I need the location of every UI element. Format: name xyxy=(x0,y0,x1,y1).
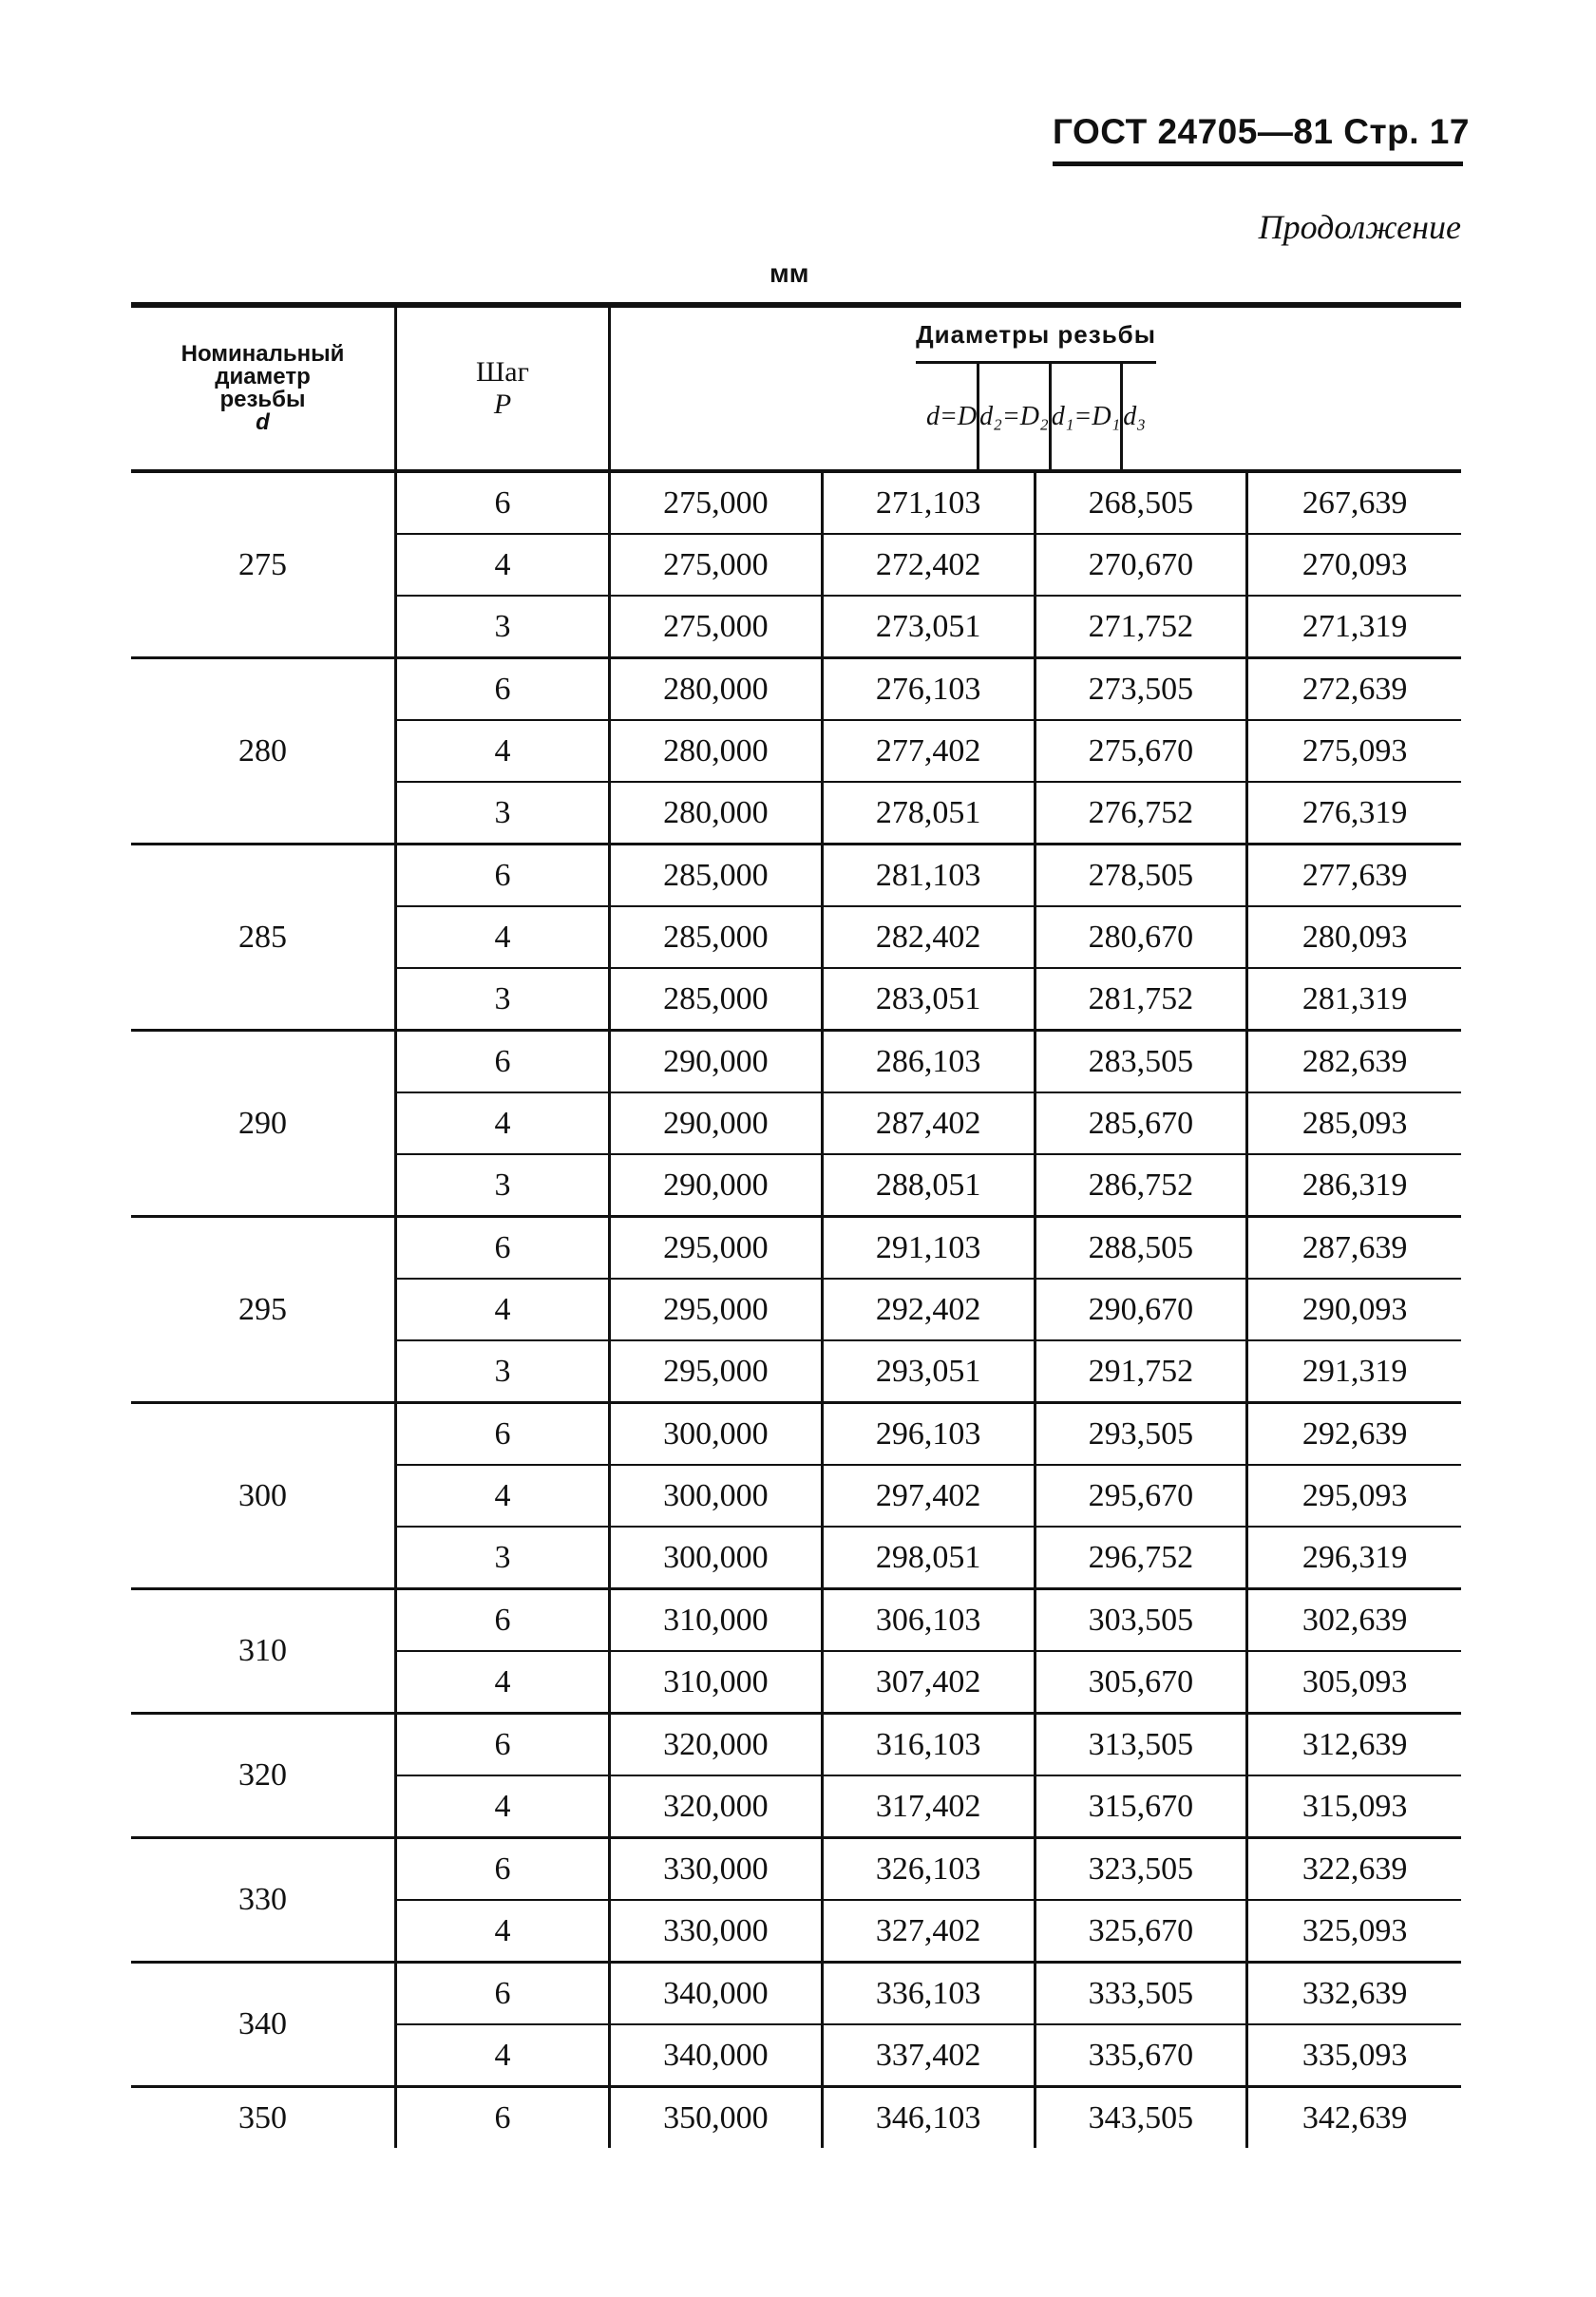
diameter-cell: 300,000 xyxy=(611,1528,824,1587)
diameter-cell: 335,093 xyxy=(1302,2037,1408,2073)
diameter-cell: 281,319 xyxy=(1302,980,1408,1016)
header-nominal-line2: диаметр xyxy=(215,364,311,389)
header-subcol-d: d=D xyxy=(926,364,979,469)
diameter-cell: 275,670 xyxy=(1036,721,1249,781)
diameter-cell: 290,000 xyxy=(611,1032,824,1092)
nominal-diameter-cell: 320 xyxy=(131,1715,397,1836)
table-header xyxy=(131,308,1461,473)
diameter-cell: 288,051 xyxy=(824,1155,1036,1215)
diameter-cell: 281,103 xyxy=(824,845,1036,905)
diameter-cell: 323,505 xyxy=(1036,1839,1249,1899)
table-group xyxy=(131,1964,1461,2088)
diameter-cell: 313,505 xyxy=(1036,1715,1249,1775)
continuation-label: Продолжение xyxy=(1258,208,1461,246)
diameter-cell: 292,639 xyxy=(1302,1415,1408,1452)
diameter-cell: 286,752 xyxy=(1036,1155,1249,1215)
diameter-cell: 271,752 xyxy=(1036,597,1249,656)
diameter-cell: 292,402 xyxy=(824,1280,1036,1339)
nominal-diameter-cell: 295 xyxy=(131,1218,397,1401)
diameter-cell: 330,000 xyxy=(611,1901,824,1961)
diameter-cell: 295,000 xyxy=(611,1341,824,1401)
diameter-cell: 322,639 xyxy=(1302,1851,1408,1887)
diameter-cell: 303,505 xyxy=(1036,1590,1249,1650)
diameter-cell: 270,670 xyxy=(1036,535,1249,595)
diameter-cell: 290,000 xyxy=(611,1093,824,1153)
step-cell: 6 xyxy=(397,1839,611,1899)
diameter-cell: 305,670 xyxy=(1036,1652,1249,1712)
diameter-cell: 276,103 xyxy=(824,659,1036,719)
diameter-cell: 291,752 xyxy=(1036,1341,1249,1401)
step-cell: 6 xyxy=(397,1590,611,1650)
step-cell: 4 xyxy=(397,721,611,781)
diameter-cell: 312,639 xyxy=(1302,1726,1408,1762)
header-step-symbol: P xyxy=(493,389,512,420)
table-row xyxy=(397,1590,1461,1652)
table-group xyxy=(131,2088,1461,2148)
diameter-cell: 297,402 xyxy=(824,1466,1036,1526)
diameter-cell: 283,051 xyxy=(824,969,1036,1029)
diameter-cell: 283,505 xyxy=(1036,1032,1249,1092)
diameter-cell: 327,402 xyxy=(824,1901,1036,1961)
table-row xyxy=(397,721,1461,783)
step-cell: 4 xyxy=(397,1280,611,1339)
table-row xyxy=(397,1839,1461,1901)
diameter-cell: 315,093 xyxy=(1302,1788,1408,1824)
diameter-cell: 296,752 xyxy=(1036,1528,1249,1587)
diameter-cell: 273,505 xyxy=(1036,659,1249,719)
table-row xyxy=(397,597,1461,656)
diameter-cell: 287,402 xyxy=(824,1093,1036,1153)
step-cell: 4 xyxy=(397,1901,611,1961)
diameter-cell: 325,670 xyxy=(1036,1901,1249,1961)
diameter-cell: 282,402 xyxy=(824,907,1036,967)
table-row xyxy=(397,1901,1461,1961)
unit-label: мм xyxy=(770,258,809,288)
nominal-diameter-cell: 290 xyxy=(131,1032,397,1215)
diameter-cell: 285,000 xyxy=(611,845,824,905)
table-row xyxy=(397,1404,1461,1466)
table-body xyxy=(131,473,1461,2148)
diameter-cell: 272,402 xyxy=(824,535,1036,595)
diameter-cell: 340,000 xyxy=(611,1964,824,2023)
diameter-cell: 290,670 xyxy=(1036,1280,1249,1339)
table-group xyxy=(131,1715,1461,1839)
diameter-cell: 298,051 xyxy=(824,1528,1036,1587)
header-nominal-symbol: d xyxy=(256,409,270,435)
diameter-cell: 275,000 xyxy=(611,535,824,595)
header-diameters xyxy=(611,308,1461,469)
diameter-cell: 285,000 xyxy=(611,907,824,967)
table-row xyxy=(397,659,1461,721)
diameter-cell: 288,505 xyxy=(1036,1218,1249,1278)
diameter-cell: 291,103 xyxy=(824,1218,1036,1278)
step-cell: 4 xyxy=(397,1776,611,1836)
table-row xyxy=(397,535,1461,597)
diameter-cell: 342,639 xyxy=(1302,2099,1408,2136)
step-cell: 3 xyxy=(397,1528,611,1587)
step-cell: 3 xyxy=(397,1155,611,1215)
step-cell: 6 xyxy=(397,1964,611,2023)
table-row xyxy=(397,2088,1461,2148)
diameter-cell: 310,000 xyxy=(611,1652,824,1712)
table-group xyxy=(131,1032,1461,1218)
table-group xyxy=(131,659,1461,845)
diameter-cell: 336,103 xyxy=(824,1964,1036,2023)
diameter-cell: 278,505 xyxy=(1036,845,1249,905)
table-group xyxy=(131,473,1461,659)
table-row xyxy=(397,1155,1461,1215)
header-step xyxy=(397,308,611,469)
diameter-cell: 272,639 xyxy=(1302,671,1408,707)
table-row xyxy=(397,1466,1461,1528)
diameter-cell: 326,103 xyxy=(824,1839,1036,1899)
diameter-cell: 268,505 xyxy=(1036,473,1249,533)
table-row xyxy=(397,1964,1461,2025)
diameter-cell: 290,093 xyxy=(1302,1291,1408,1327)
step-cell: 3 xyxy=(397,969,611,1029)
header-nominal-line3: резьбы xyxy=(219,387,306,412)
nominal-diameter-cell: 280 xyxy=(131,659,397,843)
diameter-cell: 267,639 xyxy=(1302,484,1408,521)
diameter-cell: 275,000 xyxy=(611,473,824,533)
table-group xyxy=(131,1590,1461,1715)
nominal-diameter-cell: 275 xyxy=(131,473,397,656)
table-group xyxy=(131,1404,1461,1590)
step-cell: 4 xyxy=(397,1093,611,1153)
diameter-cell: 316,103 xyxy=(824,1715,1036,1775)
diameter-cell: 286,103 xyxy=(824,1032,1036,1092)
diameter-cell: 295,000 xyxy=(611,1218,824,1278)
table-row xyxy=(397,969,1461,1029)
table-group xyxy=(131,845,1461,1032)
nominal-diameter-cell: 300 xyxy=(131,1404,397,1587)
table-row xyxy=(397,1093,1461,1155)
step-cell: 6 xyxy=(397,659,611,719)
step-cell: 3 xyxy=(397,783,611,843)
diameter-cell: 280,000 xyxy=(611,783,824,843)
nominal-diameter-cell: 285 xyxy=(131,845,397,1029)
diameter-cell: 295,670 xyxy=(1036,1466,1249,1526)
diameter-cell: 306,103 xyxy=(824,1590,1036,1650)
diameter-cell: 340,000 xyxy=(611,2025,824,2085)
table-row xyxy=(397,2025,1461,2085)
step-cell: 4 xyxy=(397,1652,611,1712)
step-cell: 6 xyxy=(397,1032,611,1092)
header-nominal-diameter xyxy=(131,308,397,469)
diameter-cell: 277,402 xyxy=(824,721,1036,781)
nominal-diameter-cell: 330 xyxy=(131,1839,397,1961)
step-cell: 6 xyxy=(397,1218,611,1278)
diameter-cell: 290,000 xyxy=(611,1155,824,1215)
table-row xyxy=(397,1652,1461,1712)
header-subcol-d1: d₁=D₁ xyxy=(1052,364,1124,469)
header-diameters-title: Диаметры резьбы xyxy=(916,308,1156,364)
table-row xyxy=(397,1715,1461,1776)
diameter-cell: 275,093 xyxy=(1302,732,1408,769)
diameter-cell: 280,670 xyxy=(1036,907,1249,967)
diameter-cell: 296,103 xyxy=(824,1404,1036,1464)
table-row xyxy=(397,473,1461,535)
step-cell: 3 xyxy=(397,1341,611,1401)
diameter-cell: 330,000 xyxy=(611,1839,824,1899)
diameter-cell: 270,093 xyxy=(1302,546,1408,582)
diameter-cell: 285,000 xyxy=(611,969,824,1029)
diameter-cell: 275,000 xyxy=(611,597,824,656)
page-header: ГОСТ 24705—81 Стр. 17 xyxy=(1053,112,1463,166)
step-cell: 4 xyxy=(397,2025,611,2085)
table-row xyxy=(397,1032,1461,1093)
diameter-cell: 278,051 xyxy=(824,783,1036,843)
step-cell: 6 xyxy=(397,473,611,533)
diameter-cell: 287,639 xyxy=(1302,1229,1408,1265)
nominal-diameter-cell: 310 xyxy=(131,1590,397,1712)
table-row xyxy=(397,1280,1461,1341)
diameter-cell: 295,093 xyxy=(1302,1477,1408,1513)
step-cell: 6 xyxy=(397,1404,611,1464)
step-cell: 6 xyxy=(397,845,611,905)
diameter-cell: 281,752 xyxy=(1036,969,1249,1029)
step-cell: 4 xyxy=(397,907,611,967)
header-nominal-line1: Номинальный xyxy=(180,341,345,367)
table-row xyxy=(397,845,1461,907)
diameter-cell: 300,000 xyxy=(611,1404,824,1464)
diameter-cell: 337,402 xyxy=(824,2025,1036,2085)
diameter-cell: 325,093 xyxy=(1302,1912,1408,1948)
table-row xyxy=(397,907,1461,969)
table-row xyxy=(397,1776,1461,1836)
diameter-cell: 335,670 xyxy=(1036,2025,1249,2085)
diameter-cell: 280,000 xyxy=(611,659,824,719)
diameter-cell: 332,639 xyxy=(1302,1975,1408,2011)
table-group xyxy=(131,1218,1461,1404)
step-cell: 6 xyxy=(397,2088,611,2148)
diameter-cell: 280,093 xyxy=(1302,919,1408,955)
nominal-diameter-cell: 340 xyxy=(131,1964,397,2085)
diameter-cell: 310,000 xyxy=(611,1590,824,1650)
diameter-cell: 307,402 xyxy=(824,1652,1036,1712)
step-cell: 4 xyxy=(397,1466,611,1526)
diameter-cell: 277,639 xyxy=(1302,857,1408,893)
diameter-cell: 276,319 xyxy=(1302,794,1408,830)
diameter-cell: 271,319 xyxy=(1302,608,1408,644)
diameter-cell: 346,103 xyxy=(824,2088,1036,2148)
table-row xyxy=(397,1528,1461,1587)
table-row xyxy=(397,1218,1461,1280)
diameter-cell: 276,752 xyxy=(1036,783,1249,843)
diameter-cell: 333,505 xyxy=(1036,1964,1249,2023)
table-row xyxy=(397,783,1461,843)
diameter-cell: 315,670 xyxy=(1036,1776,1249,1836)
header-diameters-subcols xyxy=(926,364,1146,469)
diameter-cell: 343,505 xyxy=(1036,2088,1249,2148)
diameter-cell: 282,639 xyxy=(1302,1043,1408,1079)
diameter-cell: 293,505 xyxy=(1036,1404,1249,1464)
diameter-cell: 293,051 xyxy=(824,1341,1036,1401)
diameter-cell: 291,319 xyxy=(1302,1353,1408,1389)
diameter-cell: 302,639 xyxy=(1302,1602,1408,1638)
header-subcol-d3: d₃ xyxy=(1123,401,1147,431)
nominal-diameter-cell: 350 xyxy=(131,2088,397,2148)
header-subcol-d2: d₂=D₂ xyxy=(979,364,1052,469)
diameter-cell: 317,402 xyxy=(824,1776,1036,1836)
table-row xyxy=(397,1341,1461,1401)
header-step-line1: Шаг xyxy=(476,356,529,388)
diameter-cell: 271,103 xyxy=(824,473,1036,533)
diameter-cell: 286,319 xyxy=(1302,1167,1408,1203)
diameter-cell: 305,093 xyxy=(1302,1663,1408,1699)
step-cell: 4 xyxy=(397,535,611,595)
diameter-cell: 320,000 xyxy=(611,1776,824,1836)
diameter-cell: 296,319 xyxy=(1302,1539,1408,1575)
diameter-cell: 300,000 xyxy=(611,1466,824,1526)
diameter-cell: 295,000 xyxy=(611,1280,824,1339)
step-cell: 6 xyxy=(397,1715,611,1775)
diameter-cell: 320,000 xyxy=(611,1715,824,1775)
diameter-cell: 280,000 xyxy=(611,721,824,781)
diameter-cell: 273,051 xyxy=(824,597,1036,656)
diameter-cell: 285,670 xyxy=(1036,1093,1249,1153)
step-cell: 3 xyxy=(397,597,611,656)
table-group xyxy=(131,1839,1461,1964)
diameter-cell: 285,093 xyxy=(1302,1105,1408,1141)
diameter-cell: 350,000 xyxy=(611,2088,824,2148)
thread-diameter-table xyxy=(131,302,1461,2148)
